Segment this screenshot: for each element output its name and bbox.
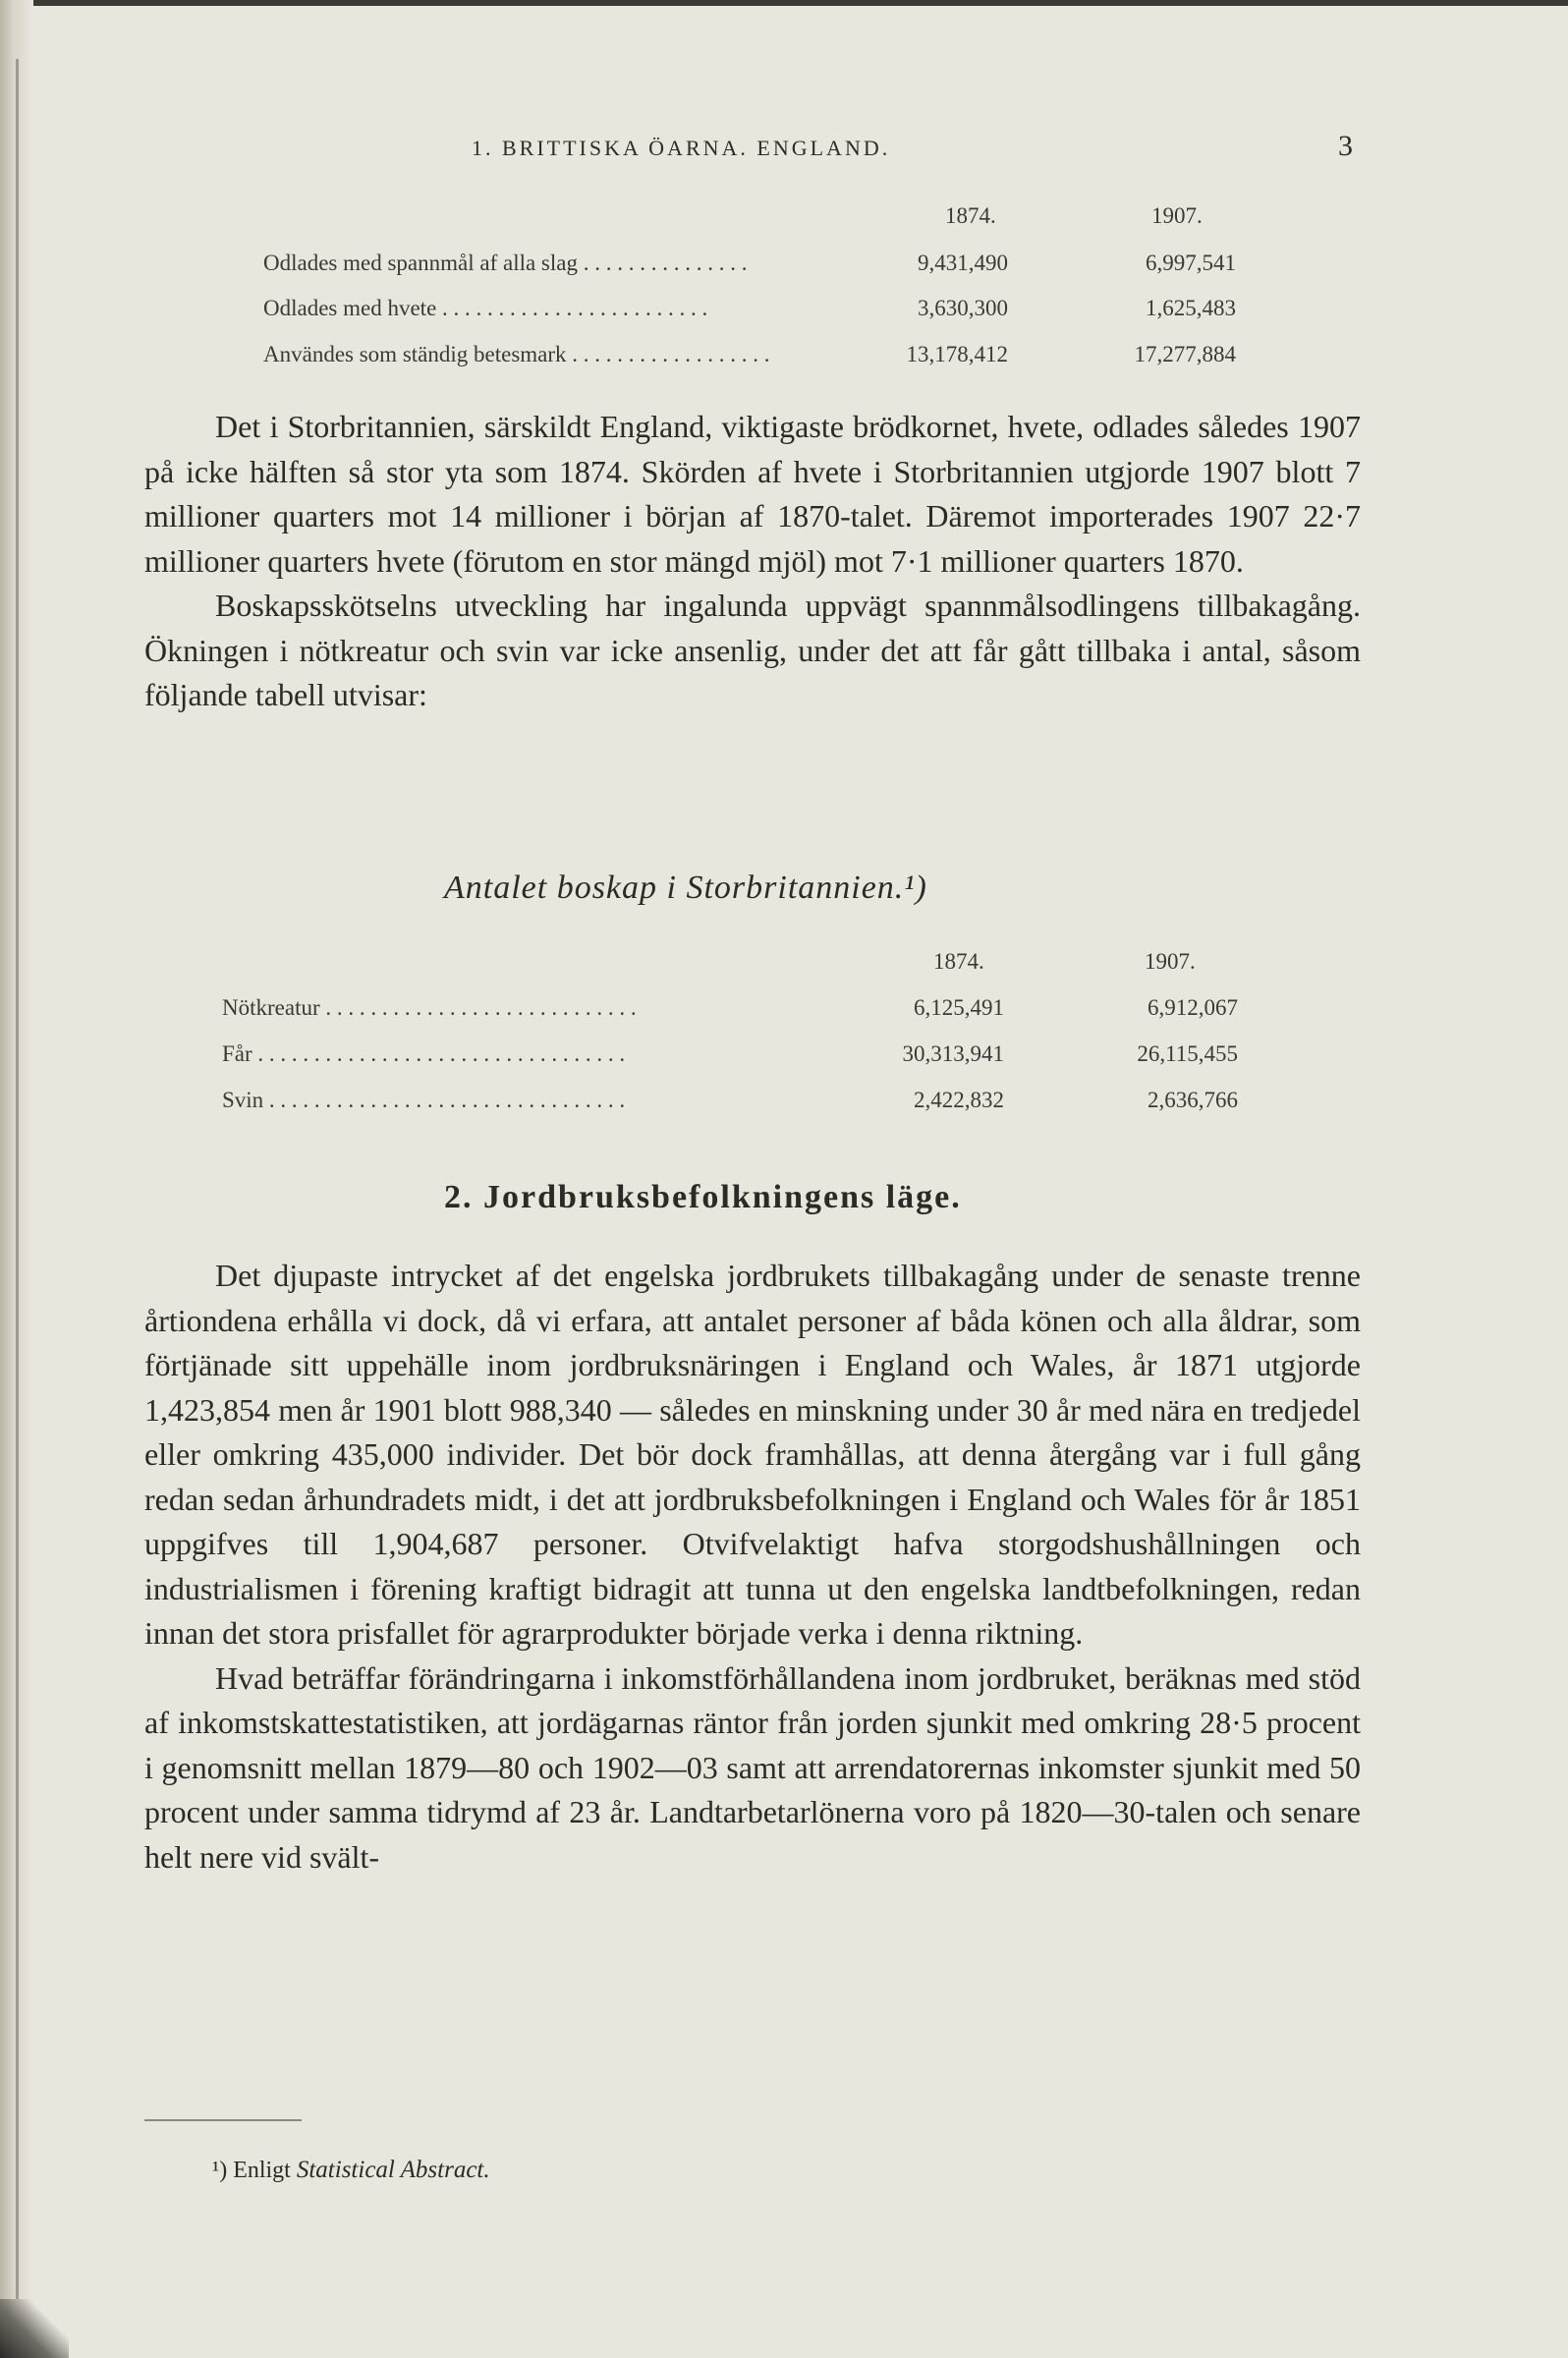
value-1907: 17,277,884 — [1134, 342, 1236, 366]
footnote-source: Statistical Abstract. — [296, 2157, 490, 2183]
value-1874: 30,313,941 — [902, 1041, 1004, 1066]
value-1874: 6,125,491 — [914, 995, 1004, 1020]
footnote — [212, 2157, 490, 2184]
paragraph: Boskapsskötselns utveckling har ingalunda uppvägt spannmålsodlingens tillbakagång. Ökningen i nötkreatur och svin var icke ansenlig, under det att får gått tillbaka i antal, såsom följande tabell utvisar: — [144, 588, 1361, 712]
footnote-rule — [144, 2119, 302, 2121]
row-label: Användes som ständig betesmark . . . . . . . . . . . . . . . . . . — [263, 342, 770, 366]
table-row — [222, 1088, 1240, 1121]
column-header-1874: 1874. — [945, 203, 996, 228]
value-1907: 1,625,483 — [1146, 296, 1236, 320]
top-edge — [0, 0, 1568, 6]
page-corner-shadow — [0, 2299, 69, 2358]
table-row — [263, 296, 1238, 329]
row-label: Nötkreatur . . . . . . . . . . . . . . . . . . . . . . . . . . . . — [222, 995, 637, 1020]
paragraph: Det djupaste intrycket af det engelska jordbrukets tillbakagång under de senaste trenne årtiondena erhålla vi dock, då vi erfara, att antalet personer af båda könen och alla åldrar, som förtjänade sitt uppehälle inom jordbruksnäringen i England och Wales, år 1871 utgjorde 1,423,854 men år 1901 blott 988,340 — således en minskning under 30 år med nära en tredjedel eller omkring 435,000 individer. Det bör dock framhållas, att denna återgång var i full gång redan sedan århundradets midt, i det att jordbruksbefolkningen i England och Wales för år 1851 uppgifves till 1,904,687 personer. Otvifvelaktigt hafva storgodshushållningen och industrialismen i förening kraftigt bidragit att tunna ut den engelska landtbefolkningen, redan innan det stora prisfallet för agrarprodukter började verka i denna riktning. — [144, 1258, 1361, 1651]
value-1907: 6,912,067 — [1148, 995, 1238, 1020]
binding-line — [16, 59, 19, 2299]
running-head: 1. BRITTISKA ÖARNA. ENGLAND. — [472, 136, 891, 160]
value-1907: 6,997,541 — [1146, 251, 1236, 275]
table-row — [263, 342, 1238, 375]
column-header-1907: 1907. — [1145, 949, 1196, 974]
paragraph: Det i Storbritannien, särskildt England, viktigaste brödkornet, hvete, odlades således 1907 på icke hälften så stor yta som 1874. Skörden af hvete i Storbritannien utgjorde 1907 blott 7 millioner quarters mot 14 millioner i början af 1870-talet. Däremot importerades 1907 22·7 millioner quarters hvete (förutom en stor mängd mjöl) mot 7·1 millioner quarters 1870. — [144, 409, 1361, 579]
table-row — [222, 995, 1240, 1029]
value-1874: 13,178,412 — [906, 342, 1008, 366]
column-header-1874: 1874. — [933, 949, 984, 974]
table-row — [263, 251, 1238, 284]
table-title: Antalet boskap i Storbritannien.¹) — [444, 870, 927, 906]
text-block-lower — [144, 1254, 1361, 1880]
paragraph: Hvad beträffar förändringarna i inkomstförhållandena inom jordbruket, beräknas med stöd af inkomstskattestatistiken, att jordägarnas räntor från jorden sjunkit med omkring 28·5 procent i genomsnitt mellan 1879—80 och 1902—03 samt att arrendatorernas inkomster sjunkit med 50 procent under samma tidrymd af 23 år. Landtarbetarlönerna voro på 1820—30-talen och senare helt nere vid svält- — [144, 1659, 1361, 1875]
text-block-upper — [144, 405, 1361, 718]
page-number: 3 — [1338, 130, 1353, 162]
value-1874: 2,422,832 — [914, 1088, 1004, 1112]
value-1874: 9,431,490 — [918, 251, 1008, 275]
row-label: Odlades med hvete . . . . . . . . . . . . . . . . . . . . . . . . — [263, 296, 708, 320]
value-1874: 3,630,300 — [918, 296, 1008, 320]
value-1907: 26,115,455 — [1137, 1041, 1238, 1066]
section-heading: 2. Jordbruksbefolkningens läge. — [444, 1179, 962, 1215]
column-header-1907: 1907. — [1151, 203, 1203, 228]
row-label: Svin . . . . . . . . . . . . . . . . . . . . . . . . . . . . . . . . — [222, 1088, 626, 1112]
row-label: Får . . . . . . . . . . . . . . . . . . . . . . . . . . . . . . . . . — [222, 1041, 626, 1066]
row-label: Odlades med spannmål af alla slag . . . . . . . . . . . . . . . — [263, 251, 748, 275]
footnote-marker: ¹) Enligt — [212, 2158, 291, 2183]
table-row — [222, 1041, 1240, 1075]
value-1907: 2,636,766 — [1148, 1088, 1238, 1112]
